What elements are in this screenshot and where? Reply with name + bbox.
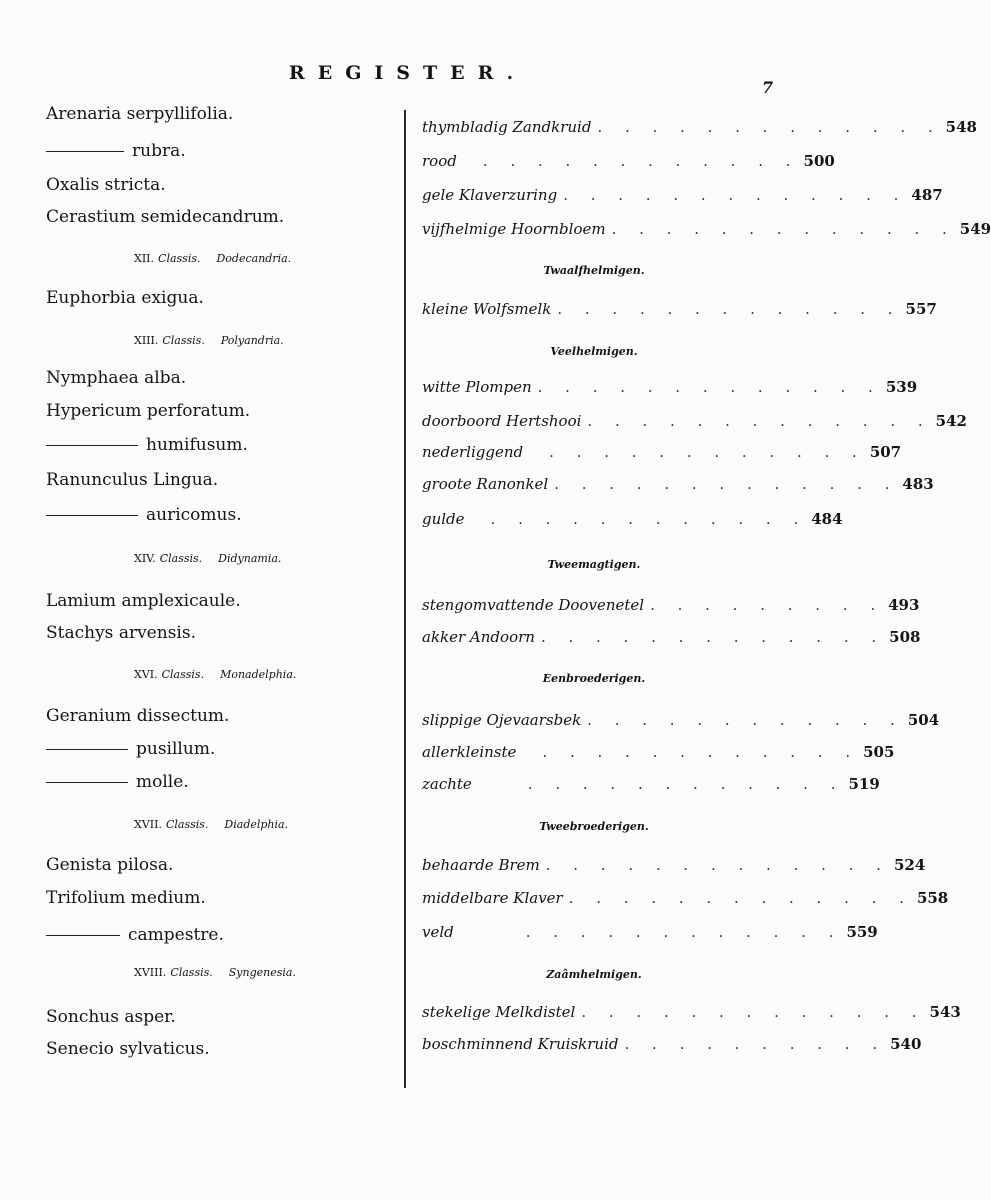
class-heading: XVI. Classis. Monadelphia. xyxy=(134,668,297,681)
index-entry: akker Andoorn . . . . . . . . . . . . . 508 xyxy=(422,628,921,646)
page-ref: 504 xyxy=(907,711,940,729)
latin-name: Hypericum perforatum. xyxy=(46,401,251,421)
index-entry: groote Ranonkel . . . . . . . . . . . . . 483 xyxy=(422,475,934,493)
leader-dots: . . . . . . . . . . . . xyxy=(525,923,843,941)
latin-name-continuation xyxy=(46,507,242,524)
index-entry: rood . . . . . . . . . . . . 500 xyxy=(422,152,835,170)
group-heading: Zaâmhelmigen. xyxy=(546,968,642,981)
index-entry: allerkleinste . . . . . . . . . . . . 505 xyxy=(422,743,895,761)
index-entry: stengomvattende Doovenetel . . . . . . . . . 493 xyxy=(422,596,920,614)
index-entry: vijfhelmige Hoornbloem . . . . . . . . . . . . . 549 xyxy=(422,220,991,238)
latin-name-epithet: campestre. xyxy=(128,925,224,945)
leader-dots: . . . . . . . . . xyxy=(650,596,885,614)
leader-dots: . . . . . . . . . . . . xyxy=(587,711,904,729)
index-entry: nederliggend . . . . . . . . . . . . 507 xyxy=(422,443,902,461)
page-ref: 487 xyxy=(911,186,943,204)
latin-name: Trifolium medium. xyxy=(46,888,206,908)
leader-dots: . . . . . . . . . . . . . xyxy=(581,1003,926,1021)
page-ref: 484 xyxy=(811,510,843,528)
latin-name: Arenaria serpyllifolia. xyxy=(46,104,234,124)
page-ref: 524 xyxy=(893,856,926,874)
group-heading: Tweebroederigen. xyxy=(539,820,649,833)
latin-name: Lamium amplexicaule. xyxy=(46,591,241,611)
column-divider xyxy=(404,110,406,1088)
latin-name: Euphorbia exigua. xyxy=(46,288,204,308)
latin-name-epithet: rubra. xyxy=(132,141,186,161)
latin-name: Senecio sylvaticus. xyxy=(46,1039,210,1059)
latin-name-continuation xyxy=(46,927,224,944)
latin-name: Stachys arvensis. xyxy=(46,623,196,643)
leader-dots: . . . . . . . . . . . . . xyxy=(563,186,908,204)
leader-dots: . . . . . . . . . . . . xyxy=(527,775,845,793)
latin-name-continuation xyxy=(46,774,189,791)
page-ref: 548 xyxy=(945,118,977,136)
page-ref: 559 xyxy=(846,923,878,941)
leader-dots: . . . . . . . . . . xyxy=(624,1035,887,1053)
latin-name: Sonchus asper. xyxy=(46,1007,176,1027)
latin-name: Ranunculus Lingua. xyxy=(46,470,219,490)
leader-dots: . . . . . . . . . . . . . xyxy=(597,118,942,136)
ditto-dash xyxy=(46,749,128,751)
page-ref: 500 xyxy=(803,152,835,170)
latin-name-epithet: humifusum. xyxy=(146,435,248,455)
page-ref: 508 xyxy=(889,628,921,646)
leader-dots: . . . . . . . . . . . . . xyxy=(557,300,902,318)
page-ref: 493 xyxy=(888,596,920,614)
page-ref: 543 xyxy=(929,1003,961,1021)
latin-name: Geranium dissectum. xyxy=(46,706,230,726)
group-heading: Twaalfhelmigen. xyxy=(543,264,645,277)
leader-dots: . . . . . . . . . . . . . xyxy=(540,628,886,646)
group-heading: Tweemagtigen. xyxy=(547,558,641,571)
class-heading: XIII. Classis. Polyandria. xyxy=(134,334,284,347)
leader-dots: . . . . . . . . . . . . . xyxy=(554,475,899,493)
leader-dots: . . . . . . . . . . . . xyxy=(482,152,800,170)
page-ref: 542 xyxy=(935,412,967,430)
leader-dots: . . . . . . . . . . . . . xyxy=(568,889,913,907)
index-entry: kleine Wolfsmelk . . . . . . . . . . . . . 557 xyxy=(422,300,937,318)
latin-name: Nymphaea alba. xyxy=(46,368,187,388)
page-ref: 519 xyxy=(848,775,880,793)
leader-dots: . . . . . . . . . . . . . xyxy=(587,412,932,430)
page-ref: 539 xyxy=(885,378,918,396)
leader-dots: . . . . . . . . . . . . . xyxy=(545,856,890,874)
group-heading: Veelhelmigen. xyxy=(550,345,638,358)
ditto-dash xyxy=(46,151,124,153)
index-entry: witte Plompen . . . . . . . . . . . . . 539 xyxy=(422,378,918,396)
ditto-dash xyxy=(46,935,120,937)
class-heading: XVIII. Classis. Syngenesia. xyxy=(134,966,296,979)
latin-name-continuation xyxy=(46,741,215,758)
ditto-dash xyxy=(46,515,138,517)
index-entry: boschminnend Kruiskruid . . . . . . . . . . 540 xyxy=(422,1035,922,1053)
page-ref: 507 xyxy=(869,443,902,461)
page-ref: 505 xyxy=(863,743,895,761)
index-entry: gulde . . . . . . . . . . . . 484 xyxy=(422,510,843,528)
ditto-dash xyxy=(46,782,128,784)
index-entry: doorboord Hertshooi . . . . . . . . . . . . . 542 xyxy=(422,412,967,430)
latin-name: Oxalis stricta. xyxy=(46,175,166,195)
class-heading: XIV. Classis. Didynamia. xyxy=(134,552,282,565)
page-ref: 540 xyxy=(890,1035,922,1053)
leader-dots: . . . . . . . . . . . . . xyxy=(611,220,956,238)
leader-dots: . . . . . . . . . . . . xyxy=(490,510,808,528)
latin-name-epithet: auricomus. xyxy=(146,505,242,525)
page-title: REGISTER. xyxy=(288,62,527,84)
index-entry: veld . . . . . . . . . . . . 559 xyxy=(422,923,878,941)
ditto-dash xyxy=(46,445,138,447)
index-entry: gele Klaverzuring . . . . . . . . . . . . . 487 xyxy=(422,186,943,204)
page-number: 7 xyxy=(762,78,774,97)
latin-name-epithet: molle. xyxy=(136,772,189,792)
latin-name: Genista pilosa. xyxy=(46,855,174,875)
leader-dots: . . . . . . . . . . . . xyxy=(542,743,860,761)
latin-name-continuation xyxy=(46,143,186,160)
index-entry: thymbladig Zandkruid . . . . . . . . . . . . . 548 xyxy=(422,118,977,136)
index-entry: zachte . . . . . . . . . . . . 519 xyxy=(422,775,880,793)
latin-name-epithet: pusillum. xyxy=(136,739,216,759)
class-heading: XVII. Classis. Diadelphia. xyxy=(134,818,289,831)
page-ref: 558 xyxy=(916,889,949,907)
group-heading: Eenbroederigen. xyxy=(542,672,646,685)
latin-name-continuation xyxy=(46,437,248,454)
index-entry: behaarde Brem . . . . . . . . . . . . . 524 xyxy=(422,856,926,874)
page-ref: 549 xyxy=(959,220,991,238)
index-entry: stekelige Melkdistel . . . . . . . . . . . . . 543 xyxy=(422,1003,961,1021)
index-entry: slippige Ojevaarsbek . . . . . . . . . . . . 504 xyxy=(422,711,940,729)
leader-dots: . . . . . . . . . . . . . xyxy=(537,378,882,396)
page-ref: 557 xyxy=(905,300,937,318)
page-ref: 483 xyxy=(902,475,934,493)
latin-name: Cerastium semidecandrum. xyxy=(46,207,285,227)
class-heading: XII. Classis. Dodecandria. xyxy=(134,252,292,265)
index-entry: middelbare Klaver . . . . . . . . . . . . . 558 xyxy=(422,889,949,907)
leader-dots: . . . . . . . . . . . . xyxy=(549,443,866,461)
